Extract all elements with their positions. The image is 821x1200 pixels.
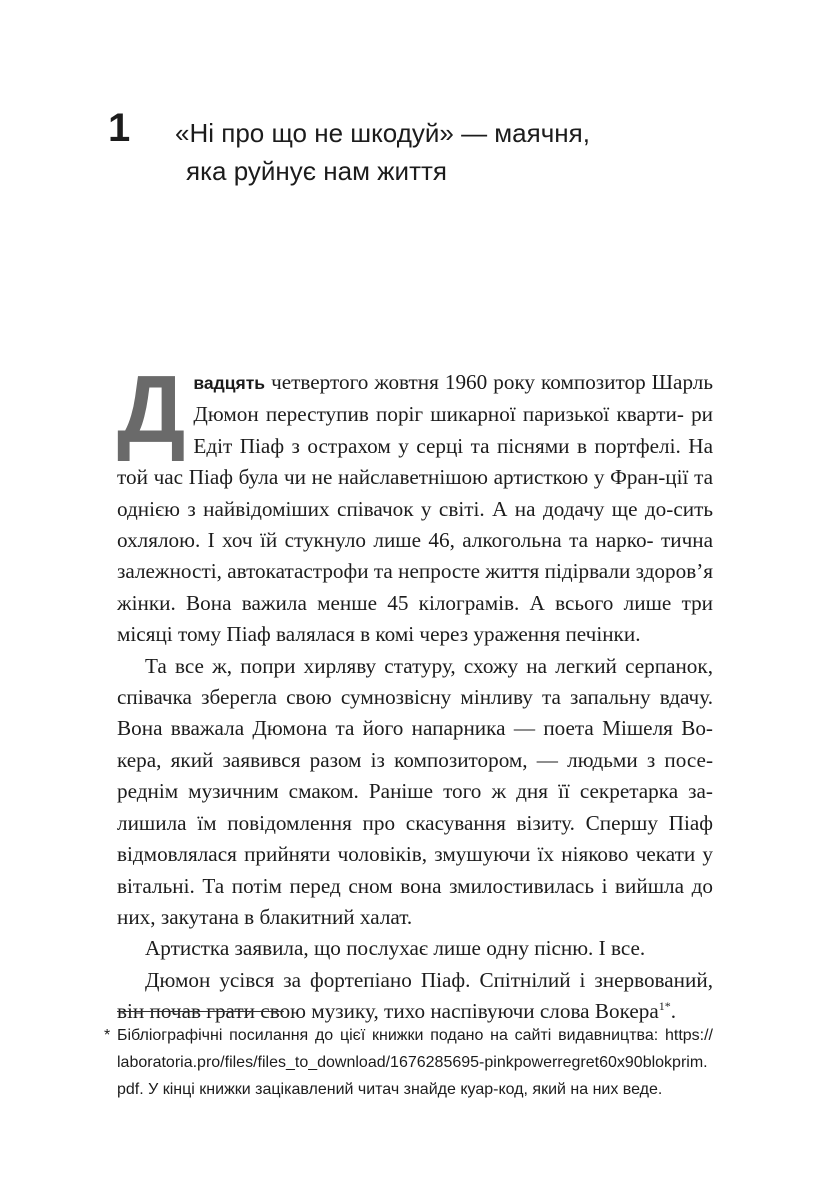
body-text	[117, 356, 714, 1028]
footnote-line: Бібліографічні посилання до цієї книжки подано на сайті видавництва: https://	[117, 1027, 713, 1044]
footnote-line: pdf. У кінці книжки зацікавлений читач знайде куар-код, який на них веде.	[117, 1081, 663, 1098]
paragraph-2	[117, 651, 713, 934]
paragraph-2-line: до них, закутана в блакитний халат.	[117, 873, 713, 929]
paragraph-4-line: Дюмон усівся за фортепіано Піаф. Спітнілий і знервований,	[145, 967, 713, 992]
chapter-title-line-1: «Ні про що не шкодуй» — маячня,	[175, 118, 590, 148]
paragraph-2-line: відмовлялася прийняти чоловіків, змушуючи їх ніяково чекати	[117, 842, 696, 867]
paragraph-1	[117, 356, 714, 651]
paragraph-1-line: здоров’я жінки. Вона важила менше 45 кілограмів. А всього лише	[117, 559, 713, 615]
footnote	[104, 1022, 713, 1103]
lead-word: вадцять	[193, 373, 266, 393]
paragraph-1-line: ри Едіт Піаф з острахом у серці та піснями в портфелі.	[193, 402, 714, 458]
sentence-end: .	[670, 999, 677, 1024]
paragraph-4	[117, 965, 713, 1028]
paragraph-3: Артистка заявила, що послухає лише одну пісню. І все.	[145, 936, 646, 961]
paragraph-2-line: Та все ж, попри хирляву статуру, схожу на легкий серпанок,	[145, 653, 713, 678]
paragraph-1-line: Дюмон переступив поріг шикарної паризької кварти-	[193, 402, 684, 427]
paragraph-2-line: кера, який заявився разом із композитором, — людьми з посе-	[117, 747, 713, 772]
paragraph-4-line: він почав грати свою музику, тихо наспівуючи слова Вокера	[117, 999, 659, 1024]
chapter-number: 1	[108, 106, 131, 150]
footnote-marker: *	[104, 1027, 111, 1044]
paragraph-1-line: тична залежності, автокатастрофи та непросте життя підірвали	[117, 528, 713, 584]
paragraph-2-line: Вона вважала Дюмона та його напарника — поета Мішеля Во-	[117, 716, 713, 741]
paragraph-1-line: ції та однією з найвідоміших співачок у світі. А на додачу ще до-	[117, 465, 713, 521]
footnote-url-line[interactable]: laboratoria.pro/files/files_to_download/1676285695-pinkpowerregret60x90blokprim.	[117, 1054, 708, 1071]
footnote-divider	[117, 1011, 284, 1012]
chapter-title-line-2: яка руйнує нам життя	[186, 156, 447, 186]
footnote-reference[interactable]: 1*	[658, 999, 671, 1014]
drop-cap: Д	[117, 356, 186, 463]
paragraph-1-line: На той час Піаф була чи не найславетнішою артисткою у Фран-	[117, 433, 713, 490]
paragraph-1-line: три місяці тому Піаф валялася в комі через ураження печінки.	[117, 590, 714, 647]
paragraph-1-line: четвертого жовтня 1960 року композитор Шарль	[271, 370, 714, 394]
paragraph-2-line: співачка зберегла свою сумнозвісну мінливу та запальну вдачу.	[117, 685, 713, 710]
paragraph-2-line: реднім музичним смаком. Раніше того ж дня її секретарка за-	[117, 779, 713, 804]
chapter-title	[175, 114, 735, 190]
paragraph-2-line: лишила їм повідомлення про скасування візиту. Спершу Піаф	[117, 810, 713, 835]
paragraph-1-line: сить охлялою. І хоч їй стукнуло лише 46, алкогольна та нарко-	[117, 496, 713, 553]
paragraph-2-line: у вітальні. Та потім перед сном вона змилостивилась і вийшла	[117, 842, 714, 898]
